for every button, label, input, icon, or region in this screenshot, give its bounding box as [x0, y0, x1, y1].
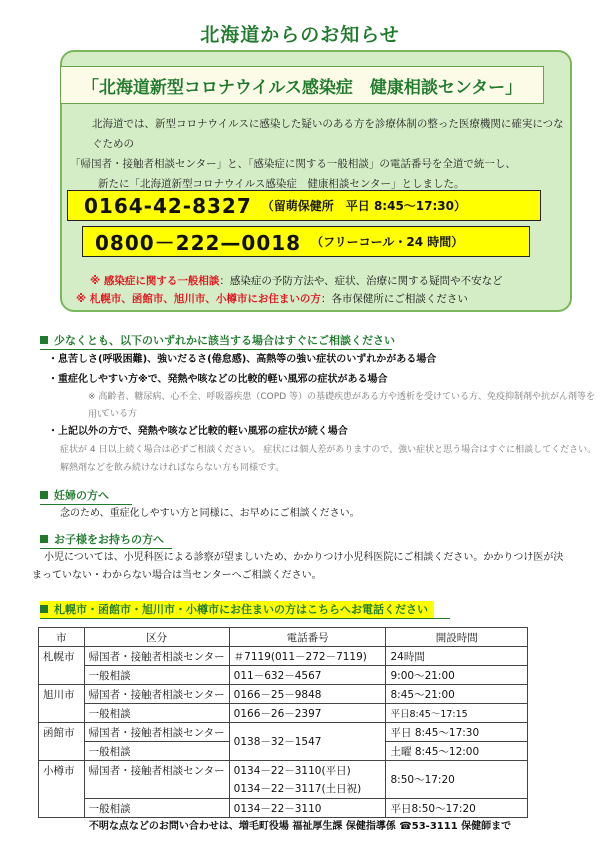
- note-cities: [76, 290, 566, 308]
- others-note-2: 解熱剤などを飲み続けなければならない方も同様です。: [60, 463, 285, 473]
- otaru-phone-weekday[interactable]: 0134－22－3110(平日): [233, 764, 351, 777]
- col-header-city: 市: [39, 628, 85, 647]
- type-cell: 一般相談: [84, 666, 229, 685]
- type-cell: 帰国者・接触者相談センター: [84, 723, 229, 742]
- freecall-note: （フリーコール・24 時間）: [311, 235, 464, 249]
- type-cell: 帰国者・接触者相談センター: [84, 761, 229, 799]
- hours-cell: 平日 8:45～17:30: [386, 723, 528, 742]
- city-hakodate: 函館市: [39, 723, 85, 761]
- notes: [76, 272, 566, 308]
- hours-cell: 平日8:45～17:15: [386, 704, 528, 723]
- col-header-type: 区分: [84, 628, 229, 647]
- hours-cell: 土曜 8:45～12:00: [386, 742, 528, 761]
- footer-contact: 不明な点などのお問い合わせは、増毛町役場 福祉厚生課 保健指導係 ☎53-3111 保健師まで: [88, 821, 512, 832]
- hours-cell: 平日8:50～17:20: [386, 799, 528, 818]
- bullet-severe: ・息苦しさ(呼吸困難)、強いだるさ(倦怠感)、高熱等の強い症状のいずれかがある場合: [48, 354, 437, 365]
- section-heading-urgent: 少なくとも、以下のいずれかに該当する場合はすぐにご相談ください: [40, 332, 395, 350]
- section-heading-cities: 札幌市・函館市・旭川市・小樽市にお住まいの方はこちらへお電話ください: [40, 601, 434, 619]
- phone-cell[interactable]: 0166－26－2397: [229, 704, 386, 723]
- phone-cell[interactable]: 0134－22－3110: [229, 799, 386, 818]
- note-general: [76, 272, 566, 290]
- type-cell: 帰国者・接触者相談センター: [84, 685, 229, 704]
- phone-cell[interactable]: [229, 761, 386, 799]
- type-cell: 一般相談: [84, 799, 229, 818]
- table-row: [39, 799, 528, 818]
- center-name-banner: 「北海道新型コロナウイルス感染症 健康相談センター」: [60, 66, 544, 104]
- col-header-hours: 開設時間: [386, 628, 528, 647]
- phone-cell[interactable]: 0138－32－1547: [229, 723, 386, 761]
- children-line-1: 小児については、小児科医による診察が望ましいため、かかりつけ小児科医院にご相談ください。かかりつけ医が決: [44, 552, 564, 563]
- table-row: [39, 761, 528, 799]
- square-bullet-icon: [40, 336, 48, 344]
- hours-cell: 24時間: [386, 647, 528, 666]
- phone-number-ruoimoe[interactable]: 0164-42-8327: [84, 193, 252, 218]
- high-risk-note-1: ※ 高齢者、糖尿病、心不全、呼吸器疾患（COPD 等）の基礎疾患がある方や透析を受けている方、免疫抑制剤や抗がん剤等を用い: [88, 392, 595, 420]
- intro-line-2: 「帰国者・接触者相談センター」と、「感染症に関する一般相談」の電話番号を全道で統一し、: [70, 158, 516, 170]
- square-bullet-icon: [40, 535, 48, 543]
- city-asahikawa: 旭川市: [39, 685, 85, 723]
- phone-box-freecall: [82, 226, 530, 257]
- page-title: 北海道からのお知らせ: [200, 24, 400, 46]
- type-cell: 帰国者・接触者相談センター: [84, 647, 229, 666]
- hours-cell: 8:45～21:00: [386, 685, 528, 704]
- col-header-phone: 電話番号: [229, 628, 386, 647]
- bullet-high-risk: ・重症化しやすい方※で、発熱や咳などの比較的軽い風邪の症状がある場合: [48, 374, 388, 385]
- city-contact-table: [38, 627, 528, 818]
- hours-cell: 9:00～21:00: [386, 666, 528, 685]
- phone-box-hokkaido: [67, 190, 541, 221]
- table-row: [39, 685, 528, 704]
- section-heading-pregnant: 妊婦の方へ: [40, 487, 109, 505]
- note-general-text: ：感染症の予防方法や、症状、治療に関する疑問や不安など: [219, 275, 503, 287]
- table-row: [39, 723, 528, 742]
- pregnant-text: 念のため、重症化しやすい方と同様に、お早めにご相談ください。: [60, 508, 360, 519]
- city-sapporo: 札幌市: [39, 647, 85, 685]
- note-cities-label: ※ 札幌市、函館市、旭川市、小樽市にお住まいの方: [76, 293, 321, 305]
- type-cell: 一般相談: [84, 742, 229, 761]
- city-otaru: 小樽市: [39, 761, 85, 818]
- table-header-row: [39, 628, 528, 647]
- hours-cell: 8:50～17:20: [386, 761, 528, 799]
- note-general-label: ※ 感染症に関する一般相談: [90, 275, 220, 287]
- table-row: [39, 647, 528, 666]
- children-line-2: まっていない・わからない場合は当センターへご相談ください。: [32, 570, 322, 581]
- phone-cell[interactable]: 0166－25－9848: [229, 685, 386, 704]
- intro-line-1: 北海道では、新型コロナウイルスに感染した疑いのある方を診療体制の整った医療機関に確実につなぐための: [92, 118, 564, 150]
- otaru-phone-weekend[interactable]: 0134－22－3117(土日祝): [233, 782, 362, 795]
- type-cell: 一般相談: [84, 704, 229, 723]
- phone-cell[interactable]: ＃7119(011－272－7119): [229, 647, 386, 666]
- table-row: [39, 666, 528, 685]
- table-row: [39, 704, 528, 723]
- square-bullet-icon: [40, 605, 48, 613]
- phone-hours-note: （留萌保健所 平日 8:45～17:30）: [261, 199, 466, 213]
- section-heading-children: お子様をお持ちの方へ: [40, 531, 164, 549]
- others-note-1: 症状が 4 日以上続く場合は必ずご相談ください。 症状には個人差がありますので、強い症状と思う場合はすぐに相談してください。: [60, 445, 597, 455]
- square-bullet-icon: [40, 491, 48, 499]
- intro-text: [70, 114, 570, 194]
- phone-cell[interactable]: 011－632－4567: [229, 666, 386, 685]
- intro-line-3: 新たに「北海道新型コロナウイルス感染症 健康相談センター」としました。: [98, 178, 465, 190]
- bullet-others: ・上記以外の方で、発熱や咳など比較的軽い風邪の症状が続く場合: [48, 426, 348, 437]
- phone-number-freecall[interactable]: 0800－222—0018: [95, 231, 302, 255]
- high-risk-note-2: ている方: [101, 409, 138, 419]
- note-cities-text: ：各市保健所にご相談ください: [320, 293, 468, 305]
